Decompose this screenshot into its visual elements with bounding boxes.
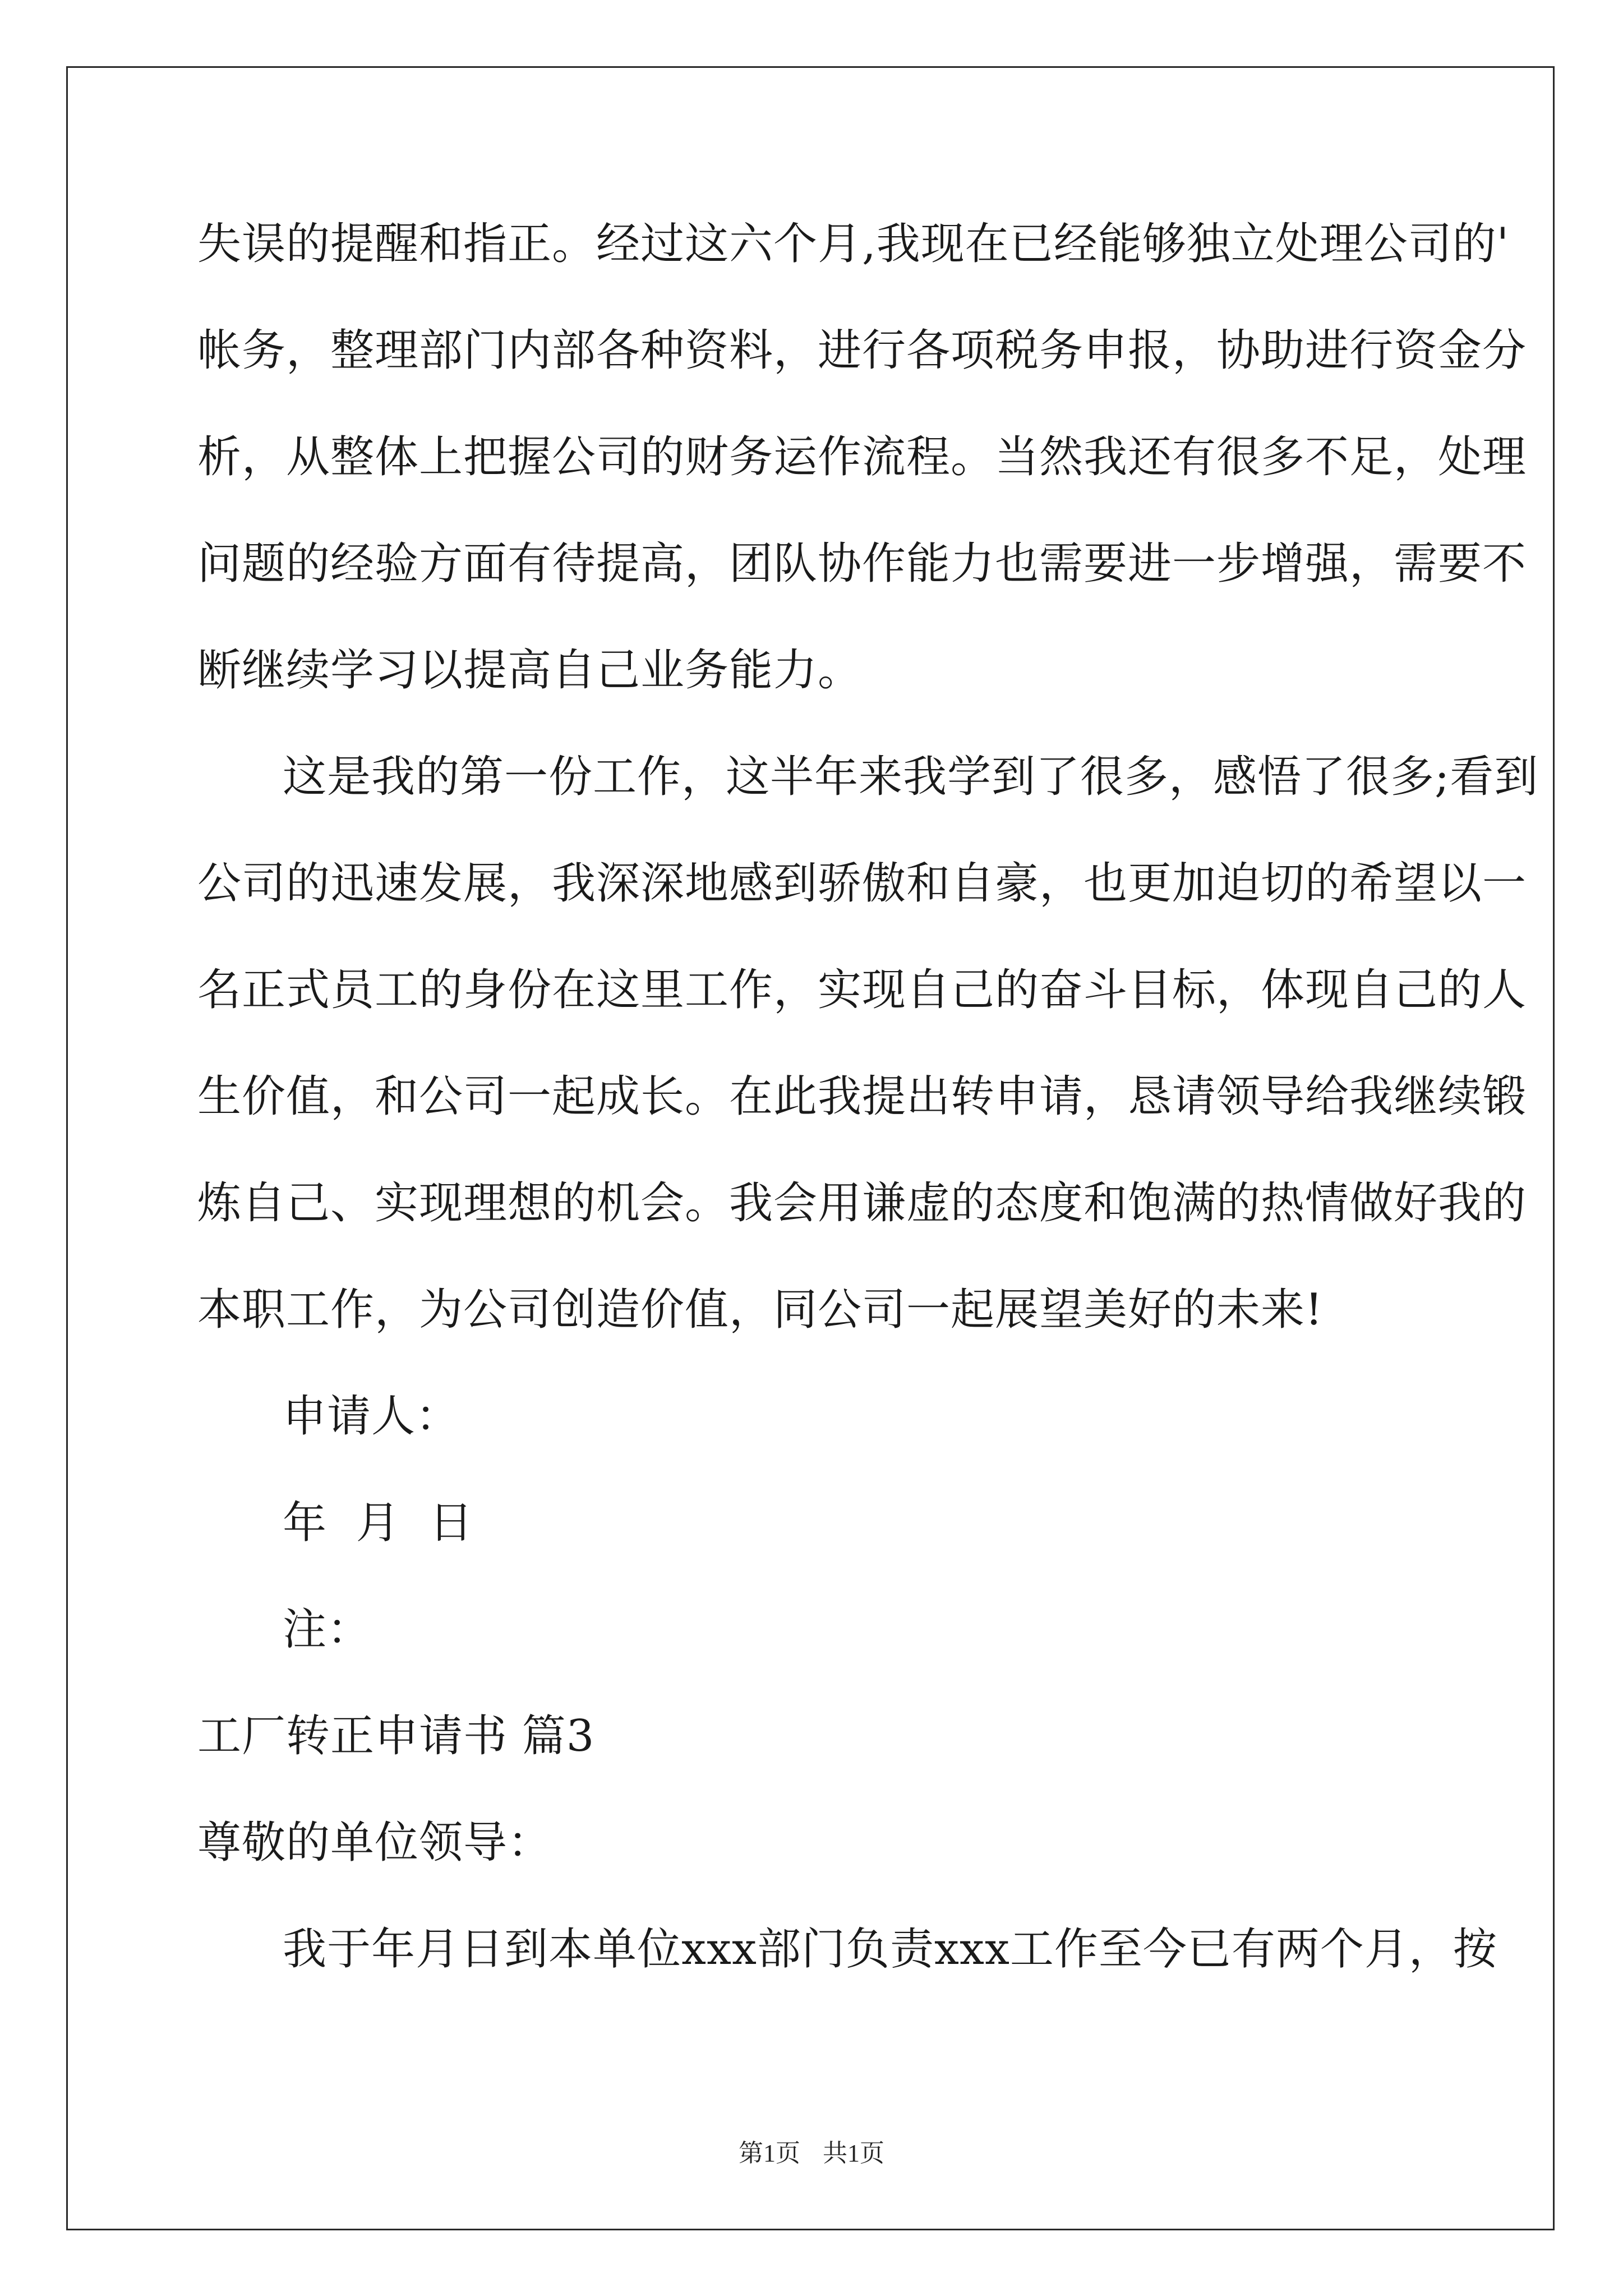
text-line: 失误的提醒和指正。经过这六个月,我现在已经能够独立处理公司的' — [197, 219, 1510, 269]
page-number: 第1页 — [739, 2139, 800, 2167]
salutation: 尊敬的单位领导： — [197, 1818, 552, 1868]
paragraph-first-line: 这是我的第一份工作，这半年来我学到了很多，感悟了很多;看到 — [283, 752, 1539, 802]
text-line: 析，从整体上把握公司的财务运作流程。当然我还有很多不足，处理 — [197, 432, 1527, 482]
section-heading: 工厂转正申请书 篇3 — [197, 1711, 595, 1761]
text-line: 本职工作，为公司创造价值，同公司一起展望美好的未来! — [197, 1285, 1324, 1335]
text-line: 问题的经验方面有待提高，团队协作能力也需要进一步增强，需要不 — [197, 539, 1527, 589]
note-label: 注： — [283, 1604, 372, 1655]
page-footer — [0, 2133, 1623, 2169]
applicant-label: 申请人： — [283, 1391, 460, 1442]
text-line: 炼自己、实现理想的机会。我会用谦虚的态度和饱满的热情做好我的 — [197, 1178, 1527, 1228]
text-line: 名正式员工的身份在这里工作，实现自己的奋斗目标，体现自己的人 — [197, 965, 1527, 1015]
text-line: 公司的迅速发展，我深深地感到骄傲和自豪，也更加迫切的希望以一 — [197, 858, 1527, 909]
text-line: 帐务，整理部门内部各种资料，进行各项税务申报，协助进行资金分 — [197, 325, 1527, 376]
date-label: 年 月 日 — [283, 1498, 474, 1548]
document-body — [197, 191, 1539, 2003]
text-line: 生价值，和公司一起成长。在此我提出转申请，恳请领导给我继续锻 — [197, 1071, 1527, 1122]
text-line: 断继续学习以提高自己业务能力。 — [197, 645, 863, 696]
paragraph-first-line: 我于年月日到本单位xxx部门负责xxx工作至今已有两个月，按 — [283, 1924, 1497, 1975]
page-total: 共1页 — [823, 2139, 884, 2167]
